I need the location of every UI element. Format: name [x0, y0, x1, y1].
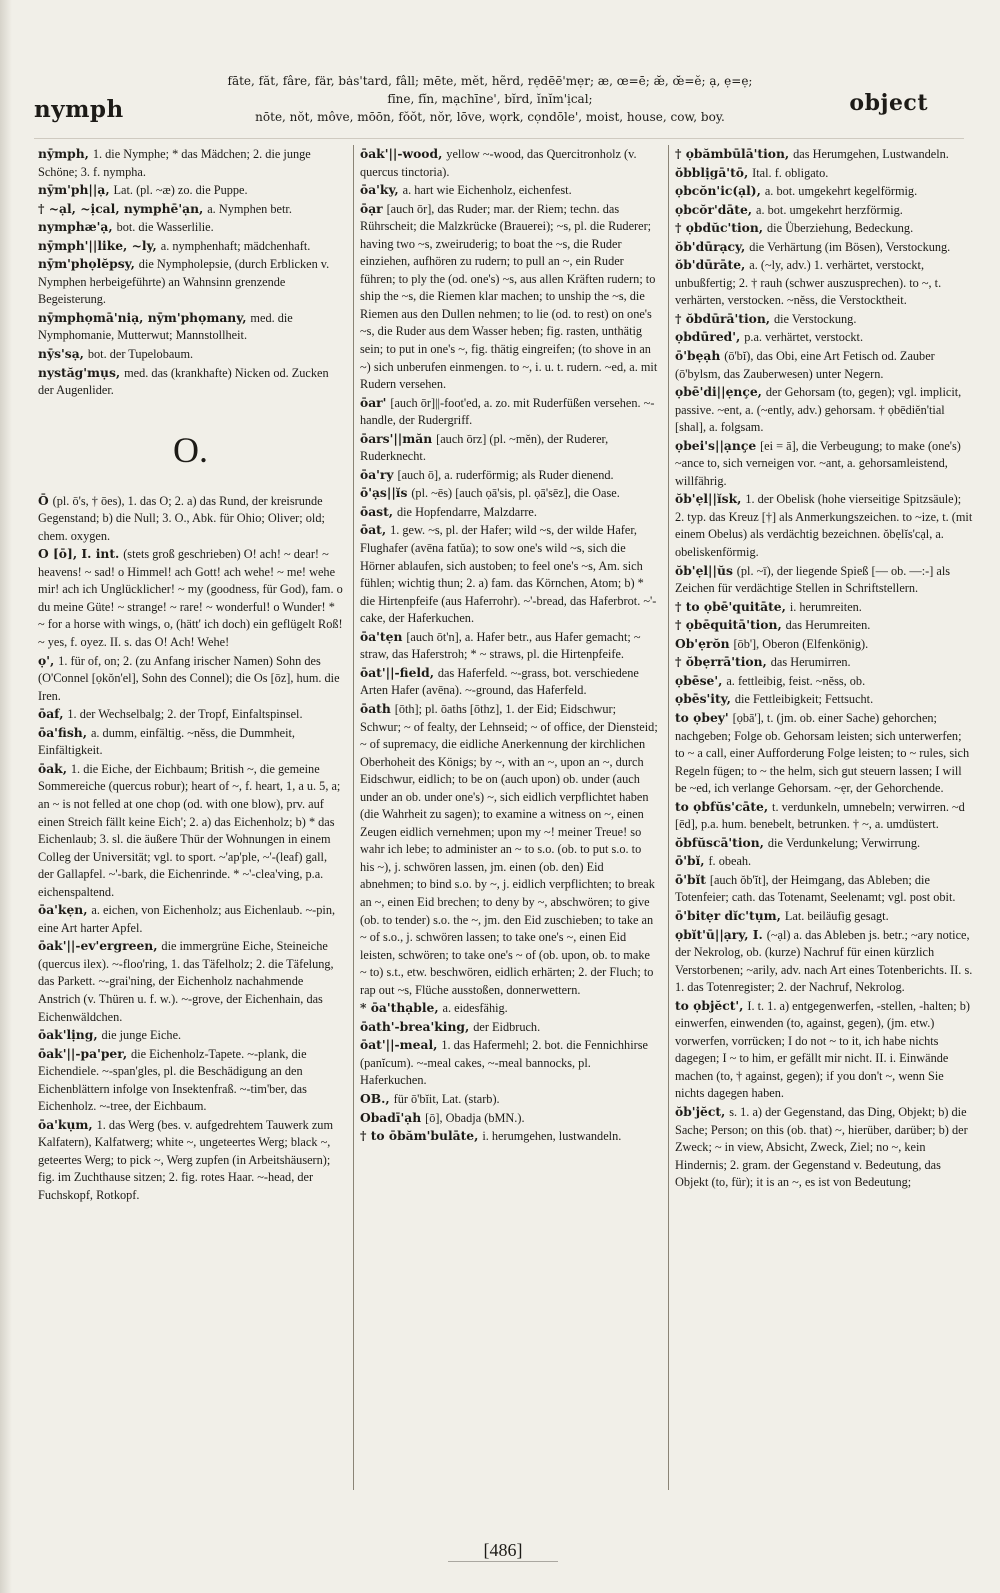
dictionary-entry	[360, 1018, 658, 1037]
entry-definition: die Eichenholz-Tapete. ~-plank, die Eichendiele. ~-span'gles, pl. die Beschädigung an den Eichenblättern infolge von Insektenfraß. ~-tim'ber, das Eichenholz. ~-tree, der Eichbaum.	[38, 1046, 307, 1114]
dictionary-entry	[38, 200, 343, 219]
dictionary-entry	[675, 201, 973, 220]
entry-definition: (pl. ~ēs) [auch ọā'sis, pl. ọā'sēz], die Oase.	[411, 486, 620, 501]
entry-definition: die Nympholepsie, (durch Erblicken v. Nymphen herbeigeführte) an Wahnsinn grenzende Begeisterung.	[38, 257, 330, 307]
dictionary-entry	[360, 628, 658, 664]
entry-headword: ōa'fish,	[38, 724, 88, 740]
dictionary-entry	[38, 364, 343, 400]
dictionary-entry	[38, 724, 343, 760]
entry-definition: [auch ōr]||-foot'ed, a. zo. mit Ruderfüßen versehen. ~-handle, der Rudergriff.	[360, 395, 655, 428]
dictionary-entry	[675, 383, 973, 437]
entry-definition: a. Nymphen betr.	[207, 201, 292, 216]
entry-headword: * ōa'thạble,	[360, 1000, 439, 1016]
dictionary-entry	[675, 616, 973, 635]
entry-definition: [auch ŏb'ĭt], der Heimgang, das Ableben; die Totenfeier; cath. das Totenamt, Seelenamt; vgl. post obit.	[675, 872, 956, 905]
dictionary-entry	[38, 1116, 343, 1205]
entry-definition: die Verdunkelung; Verwirrung.	[767, 835, 921, 850]
entry-definition: yellow ~-wood, das Quercitronholz (v. quercus tinctoria).	[360, 147, 637, 179]
entry-definition: t. verdunkeln, umnebeln; verwirren. ~d [ēd], p.a. hum. benebelt, betrunken. † ~, a. umdüstert.	[675, 799, 965, 832]
entry-headword: † to ọbē'quitāte,	[675, 598, 786, 614]
entry-definition: i. herumgehen, lustwandeln.	[482, 1129, 622, 1144]
dictionary-entry	[675, 871, 973, 907]
entry-headword: † ọbēquitā'tion,	[675, 617, 782, 633]
entry-headword: ọbcŏn'ic(ạl),	[675, 183, 761, 199]
dictionary-entry	[675, 690, 973, 709]
column-3	[668, 145, 973, 1490]
dictionary-entry	[675, 219, 973, 238]
entry-definition: i. herumreiten.	[789, 599, 862, 614]
entry-headword: ŏb'ẹl||ĭsk,	[675, 491, 742, 507]
entry-headword: † ŏbdūrā'tion,	[675, 310, 771, 326]
entry-definition: Lat. beiläufig gesagt.	[784, 908, 889, 923]
entry-headword: ọbei's||ạnçe	[675, 437, 757, 453]
entry-headword: to ọbjĕct',	[675, 997, 744, 1013]
dictionary-entry	[38, 545, 343, 651]
dictionary-entry	[38, 760, 343, 901]
entry-definition: die junge Eiche.	[101, 1028, 182, 1043]
dictionary-entry	[38, 652, 343, 706]
entry-headword: ō'bĭ,	[675, 853, 705, 869]
entry-headword: ōạr	[360, 200, 383, 216]
entry-headword: ōast,	[360, 503, 394, 519]
entry-definition: für ō'bĭit, Lat. (starb).	[393, 1091, 500, 1106]
entry-definition: s. 1. a) der Gegenstand, das Ding, Objekt; b) die Sache; Person; on this (ob. that) ~, hierüber, darüber; b) der Zweck; ~ in view, Absicht, Zweck, Ziel; no ~, kein Hindernis; 2. gram. der Gegenstand v. Bedeutung, das Objekt (to, für); it is an ~, es ist von Bedeutung;	[675, 1104, 968, 1190]
pronunciation-key-line-2: fīne, fĭn, mạchīne', bĭrd, ĭnĭm'ịcal;	[387, 92, 593, 106]
dictionary-entry	[38, 1026, 343, 1045]
column-1	[38, 145, 343, 1490]
dictionary-entry	[675, 834, 973, 853]
entry-headword: ọbdūred',	[675, 329, 741, 345]
entry-definition: die Überziehung, Bedeckung.	[767, 221, 914, 236]
entry-headword: nymphæ'ạ,	[38, 219, 113, 235]
entry-definition: [ọbā'], t. (jm. ob. einer Sache) gehorchen; nachgeben; Folge ob. Gehorsam leisten; sich unterwerfen; to ~ a call, einer Aufforderung Folge leisten; to ~ rules, sich Regeln fügen; to ~ the helm, sich gut steuern lassen; I will be ~ed, ich verlange Gehorsam. ~ẹr, der Gehorchende.	[675, 710, 970, 796]
entry-headword: nȳm'ph||ạ,	[38, 182, 110, 198]
dictionary-entry	[675, 310, 973, 329]
entry-definition: die Fettleibigkeit; Fettsucht.	[734, 692, 874, 707]
entry-definition: a. eidesfähig.	[442, 1001, 508, 1016]
entry-headword: ŏbblịgā'tō,	[675, 164, 749, 180]
entry-definition: das Herumreiten.	[785, 618, 871, 633]
page-header	[0, 0, 1000, 150]
entry-definition: [auch ōt'n], a. Hafer betr., aus Hafer gemacht; ~ straw, das Haferstroh; * ~ straws, pl. die Hirtenpfeife.	[360, 629, 641, 662]
dictionary-entry	[38, 309, 343, 345]
entry-definition: Ital. f. obligato.	[752, 165, 829, 180]
entry-headword: ō'bẹạh	[675, 348, 721, 364]
entry-definition: 1. das Hafermehl; 2. bot. die Fennichhirse (panĭcum). ~-meal cakes, ~-meal bannocks, pl. Haferkuchen.	[360, 1038, 648, 1088]
entry-headword: Ō	[38, 492, 49, 508]
dictionary-entry	[675, 852, 973, 871]
entry-definition: die Verhärtung (im Bösen), Verstockung.	[749, 239, 951, 254]
entry-headword: ọbcŏr'dāte,	[675, 201, 753, 217]
entry-definition: 1. die Nymphe; * das Mädchen; 2. die junge Schöne; 3. f. nympha.	[38, 147, 311, 179]
dictionary-entry	[360, 484, 658, 503]
dictionary-entry	[38, 492, 343, 546]
dictionary-entry	[675, 997, 973, 1103]
dictionary-entry	[38, 705, 343, 724]
pronunciation-key-line-1: fāte, făt, fâre, fär, bȧs'tard, fâll; mēte, mĕt, hẽrd, rẹdēē'mẹr; æ, œ=ē; æ̆, œ̆=ĕ; ạ, ẹ=ẹ;	[227, 74, 753, 88]
entry-headword: ōa'tẹn	[360, 628, 403, 644]
entry-definition: med. das (krankhafte) Nicken od. Zucken der Augenlider.	[38, 365, 329, 398]
dictionary-entry	[360, 999, 658, 1018]
header-right-guide-word: object	[849, 90, 928, 116]
dictionary-entry	[360, 521, 658, 627]
dictionary-entry	[360, 1127, 658, 1146]
entry-headword: ōak'||-pa'per,	[38, 1045, 128, 1061]
entry-headword: Ob'ẹrŏn	[675, 635, 730, 651]
entry-headword: ōak,	[38, 760, 67, 776]
dictionary-entry	[360, 664, 658, 700]
entry-definition: 1. der Obelisk (hohe vierseitige Spitzsäule); 2. typ. das Kreuz [†] als Anmerkungszeichen. to ~ize, t. (mit einem Obelus) als verdächtig bezeichnen. ŏbẹlĭs'cạl, a. obeliskenförmig.	[675, 492, 973, 560]
entry-headword: nystăg'mụs,	[38, 364, 121, 380]
dictionary-entry	[360, 200, 658, 394]
entry-definition: a. dumm, einfältig. ~nĕss, die Dummheit, Einfältigkeit.	[38, 725, 296, 758]
dictionary-entry	[38, 901, 343, 937]
dictionary-entry	[38, 345, 343, 364]
entry-definition: [ei = ā], die Verbeugung; to make (one's) ~ance to, sich verneigen vor. ~ant, a. gehorsamleistend, willfährig.	[675, 438, 961, 488]
entry-definition: a. bot. umgekehrt kegelförmig.	[764, 184, 918, 199]
pronunciation-key-line-3: nōte, nŏt, môve, mōōn, fŏŏt, nŏr, lōve, wọrk, cọndōle', moist, house, cow, boy.	[255, 110, 725, 124]
dictionary-entry	[38, 937, 343, 1026]
entry-headword: nȳm'phọlĕpsy,	[38, 256, 135, 272]
entry-definition: 1. das Werg (bes. v. aufgedrehtem Tauwerk zum Kalfatern), Kalfatwerg; white ~, ungeteertes Werg; black ~, geteertes Werg; to pick ~, Werg zupfen (in Arbeitshäusern); fig. im Zuchthause sitzen; 2. fig. rotes Haar. ~-head, der Fuchskopf, Rotkopf.	[38, 1117, 334, 1202]
entry-headword: ŏbfŭscā'tion,	[675, 834, 764, 850]
entry-definition: die Verstockung.	[773, 311, 857, 326]
entry-definition: 1. gew. ~s, pl. der Hafer; wild ~s, der wilde Hafer, Flughafer (avēna fatŭa); to sow one's wild ~s, sich die Hörner ablaufen, sich austoben; to feel one's ~s, Am. sich fühlen; wichtig thun; 2. a) fam. das Körnchen, Atom; b) * die Hirtenpfeife (aus Haferrohr). ~'-bread, das Haferbrot. ~'-cake, der Haferkuchen.	[360, 523, 657, 626]
dictionary-columns	[38, 145, 973, 1490]
dictionary-entry	[38, 218, 343, 237]
entry-definition: (pl. ~ī), der liegende Spieß [— ob. —:-] als Zeichen für verdächtige Stellen in Schriftstellern.	[675, 563, 951, 596]
dictionary-entry	[675, 182, 973, 201]
entry-headword: † ọbdŭc'tion,	[675, 220, 764, 236]
entry-definition: der Eidbruch.	[473, 1019, 541, 1034]
entry-definition: [ōb'], Oberon (Elfenkönig).	[733, 636, 869, 651]
entry-headword: nȳs'sạ,	[38, 346, 84, 362]
entry-definition: 1. der Wechselbalg; 2. der Tropf, Einfaltspinsel.	[67, 707, 303, 722]
dictionary-entry	[675, 1103, 973, 1192]
entry-headword: ọ',	[38, 652, 55, 668]
entry-definition: das Herumgehen, Lustwandeln.	[793, 147, 949, 161]
entry-headword: ōars'||măn	[360, 430, 433, 446]
entry-headword: to ọbfŭs'cāte,	[675, 798, 769, 814]
page-number: [486]	[448, 1540, 558, 1562]
dictionary-entry	[360, 700, 658, 999]
dictionary-entry	[675, 798, 973, 834]
page-edge-shadow	[0, 0, 12, 1593]
entry-definition: 1. für of, on; 2. (zu Anfang irischer Namen) Sohn des (O'Connel [ọkŏn'el], Sohn des Connel); die Os [ōz], hum. die Iren.	[38, 653, 340, 703]
dictionary-entry	[675, 437, 973, 491]
dictionary-entry	[675, 926, 973, 997]
entry-definition: (stets groß geschrieben) O! ach! ~ dear! ~ heavens! ~ sad! o Himmel! ach Gott! ach wehe! ~ me! wehe mir! ach ich Unglücklicher! ~ my (goodness, für God), fam. o du meine Güte! ~ strange! ~ rare! ~ wonderful! o Wunder! * ~ for a horse with wings, o, (hätt' ich doch) ein geflügelt Roß! ~ yes, f. oyez. II. s. das O! Ach! Wehe!	[38, 547, 343, 650]
dictionary-entry	[360, 430, 658, 466]
entry-definition: a. fettleibig, feist. ~nĕss, ob.	[726, 673, 866, 688]
dictionary-entry	[675, 238, 973, 257]
dictionary-entry	[360, 1036, 658, 1090]
entry-headword: nȳmph'||like, ~ly,	[38, 237, 157, 253]
entry-definition: [auch ōrz] (pl. ~mĕn), der Ruderer, Ruderknecht.	[360, 431, 609, 464]
entry-headword: ōak'lịng,	[38, 1027, 98, 1043]
entry-headword: ōa'ry	[360, 466, 394, 482]
entry-headword: ŏb'dūrāte,	[675, 257, 746, 273]
entry-headword: ọbēse',	[675, 672, 723, 688]
entry-headword: ōa'kụm,	[38, 1116, 93, 1132]
dictionary-entry	[38, 1045, 343, 1116]
entry-definition: das Haferfeld. ~-grass, bot. verschiedene Arten Hafer (avēna). ~-ground, das Haferfeld.	[360, 665, 639, 698]
entry-headword: nȳmphọmā'niạ, nȳm'phọmany,	[38, 309, 247, 325]
entry-definition: [ōth]; pl. ōaths [ōthz], 1. der Eid; Eidschwur; Schwur; ~ of fealty, der Lehnseid; ~ of office, der Diensteid; ~ of supremacy, die eidliche Anerkennung der kirchlichen Oberhoheit des Königs; by ~, with an ~, upon an ~, durch Eidschwur, eidlich; to be on (auch upon) ob. under (auch under an ob. under one's) ~, sich eidlich verpflichtet haben (die Wahrheit zu sagen); to examine a witness on ~, einen Zeugen eidlich vernehmen; upon my ~! meiner Treue! so wahr ich lebe; to administer an ~ to s.o. (ob. to put s.o. to his ~), j. schwören lassen, jm. einen (ob. den) Eid abnehmen; to bind s.o. by ~, j. eidlich verpflichten; to break an ~, einen Eid brechen; to deny by ~, abschwören; to give (ob. to tender) s.o. the ~, jm. den Eid zuschieben; to take an ~ of s.o., j. schwören lassen; to take one's ~, einen Eid leisten, schwören; to take one's ~ of (ob. upon, ob. to make ~ to) s.t., etw. beschwören, eidlich erhärten; 2. der Fluch; to rap out ~s, Flüche ausstoßen, donnerwettern.	[360, 701, 658, 997]
entry-headword: to ọbey'	[675, 709, 729, 725]
entry-definition: die immergrüne Eiche, Steineiche (quercus ilex). ~-floo'ring, 1. das Täfelholz; 2. die Täfelung, das Parkett. ~-grai'ning, der Eichenholz nachahmende Anstrich (v. Thüren u. f. w.). ~-grove, der Eichenhain, das Eichenwäldchen.	[38, 939, 334, 1024]
entry-definition: 1. die Eiche, der Eichbaum; British ~, die gemeine Sommereiche (quercus robur); heart of ~, f. heart, 1, a u. 5, a; an ~ is not felled at one chop (od. with one blow), prv. auf einen Streich fällt keine Eich'; 2. a) das Eichenholz; b) * das Eichenlaub; 3. sl. die äußere Thür der Wohnungen in einem Colleg der Universität; vgl. to sport. ~'ap'ple, ~'-(leaf) gall, der Gallapfel. ~'-bark, die Eichenrinde. * ~'-clea'ving, p.a. eichenspaltend.	[38, 761, 341, 899]
entry-headword: nȳmph,	[38, 146, 89, 161]
entry-definition: Lat. (pl. ~æ) zo. die Puppe.	[113, 183, 248, 198]
entry-headword: ōar'	[360, 394, 387, 410]
entry-headword: O [ō], I. int.	[38, 546, 120, 562]
dictionary-entry	[675, 653, 973, 672]
entry-headword: ōat'||-field,	[360, 664, 434, 680]
dictionary-entry	[675, 490, 973, 561]
entry-definition: der Gehorsam (to, gegen); vgl. implicit, passive. ~ent, a. (~ently, adv.) gehorsam. † ọbēdiĕn'tial [shal], a. folgsam.	[675, 385, 962, 435]
header-rule	[34, 138, 964, 139]
dictionary-entry	[360, 145, 658, 181]
entry-headword: ōa'kẹn,	[38, 902, 88, 918]
dictionary-entry	[675, 907, 973, 926]
dictionary-entry	[360, 1090, 658, 1109]
entry-headword: ōak'||-wood,	[360, 146, 443, 161]
entry-headword: OB.,	[360, 1090, 390, 1106]
entry-definition: a. bot. umgekehrt herzförmig.	[756, 202, 903, 217]
entry-definition: a. nymphenhaft; mädchenhaft.	[160, 238, 311, 253]
entry-definition: das Herumirren.	[770, 655, 851, 670]
entry-definition: bot. die Wasserlilie.	[116, 220, 214, 235]
entry-headword: † ŏbẹrrā'tion,	[675, 654, 767, 670]
entry-definition: (ō'bĭ), das Obi, eine Art Fetisch od. Zauber (ō'bylsm, das Zauberwesen) unter Negern.	[675, 349, 935, 381]
entry-headword: ōa'ky,	[360, 182, 399, 198]
entry-headword: ọbēs'ity,	[675, 691, 731, 707]
entry-headword: ō'bitẹr dĭc'tụm,	[675, 907, 781, 923]
dictionary-entry	[360, 181, 658, 200]
entry-headword: Obadī'ạh	[360, 1109, 422, 1125]
entry-definition: [auch ō], a. ruderförmig; als Ruder dienend.	[397, 467, 614, 482]
dictionary-entry	[38, 181, 343, 200]
entry-headword: ŏb'dūrạcy,	[675, 238, 746, 254]
dictionary-entry	[675, 256, 973, 310]
entry-definition: [ō], Obadja (bMN.).	[425, 1110, 525, 1125]
entry-definition: f. obeah.	[708, 854, 752, 869]
entry-headword: ōat'||-meal,	[360, 1037, 438, 1053]
column-2	[353, 145, 658, 1490]
entry-headword: ōat,	[360, 522, 387, 538]
entry-definition: bot. der Tupelobaum.	[87, 347, 194, 362]
entry-definition: p.a. verhärtet, verstockt.	[744, 330, 864, 345]
entry-definition: [auch ōr], das Ruder; mar. der Riem; techn. das Rührscheit; die Malzkrücke (Brauerei); ~s, pl. die Ruderer; having two ~s, zweiruderig; to boat the ~s, die Ruder einziehen, aufhören zu rudern; to pull an ~, ein Ruder führen; to ply the (od. one's) ~s, aus allen Kräften rudern; to ship the ~s, die Riemen klar machen; to unship the ~s, die Riemen aus den Dullen nehmen; to lie (od. to rest) on one's ~s, die Ruder aus dem Wasser heben; fig. rasten, unthätig sein; to put in one's ~, fig. thätig eingreifen; (to shove in an ~) sich unberufen einmengen. to ~, i. u. t. rudern. ~ed, a. mit Rudern versehen.	[360, 201, 658, 392]
entry-definition: (~ạl) a. das Ableben js. betr.; ~ary notice, der Nekrolog, ob. (kurze) Nachruf für einen kürzlich Verstorbenen; ~arily, adv. nach Art eines Totenberichts. II. s. 1. das Totenregister; 2. der Nachruf, Nekrolog.	[675, 927, 973, 995]
dictionary-entry	[675, 164, 973, 183]
entry-definition: die Hopfendarre, Malzdarre.	[396, 504, 537, 519]
entry-headword: ọbĭt'ū||ạry, I.	[675, 926, 763, 942]
entry-headword: ŏb'jĕct,	[675, 1103, 726, 1119]
entry-definition: a. eichen, von Eichenholz; aus Eichenlaub. ~-pin, eine Art harter Apfel.	[38, 903, 336, 935]
entry-headword: ōath	[360, 700, 391, 716]
dictionary-entry	[360, 466, 658, 485]
entry-definition: I. t. 1. a) entgegenwerfen, -stellen, -halten; b) einwerfen, einwenden (to, against, gegen), (jm. etw.) vorwerfen, vorrücken; I do not ~ to it, ich habe nichts dagegen; I ~ to him, er gefällt mir nicht. II. i. Einwände machen (to, † against, gegen); if you don't ~, wenn Sie nichts dagegen haben.	[675, 998, 970, 1101]
dictionary-entry	[675, 145, 973, 164]
entry-definition: (pl. ō's, † ōes), 1. das O; 2. a) das Rund, der kreisrunde Gegenstand; b) die Null; 3. O., Abk. für Ohio; Oliver; old; chem. oxygen.	[38, 493, 325, 543]
dictionary-entry	[38, 237, 343, 256]
entry-headword: ō'ạs||ĭs	[360, 485, 408, 501]
dictionary-entry	[675, 709, 973, 798]
dictionary-entry	[38, 145, 343, 181]
dictionary-entry	[360, 1109, 658, 1128]
entry-headword: ōak'||-ev'ergreen,	[38, 938, 158, 954]
entry-headword: † ~ạl, ~ịcal, nymphē'ạn,	[38, 200, 204, 216]
entry-headword: ŏb'ẹl||ŭs	[675, 562, 733, 578]
entry-headword: † ọbămbūlā'tion,	[675, 146, 790, 161]
dictionary-entry	[38, 255, 343, 309]
dictionary-entry	[675, 672, 973, 691]
entry-headword: ōath'-brea'king,	[360, 1018, 470, 1034]
dictionary-entry	[360, 394, 658, 430]
dictionary-entry	[360, 503, 658, 522]
dictionary-entry	[675, 562, 973, 598]
dictionary-entry	[675, 635, 973, 654]
entry-headword: ō'bĭt	[675, 871, 706, 887]
header-left-guide-word: nymph	[34, 96, 124, 123]
section-letter: O.	[173, 429, 208, 470]
entry-headword: ōaf,	[38, 706, 64, 722]
entry-definition: med. die Nymphomanie, Mutterwut; Mannstollheit.	[38, 310, 293, 343]
dictionary-entry	[675, 328, 973, 347]
dictionary-entry	[675, 347, 973, 383]
entry-headword: ọbē'di||ẹnçe,	[675, 384, 762, 400]
entry-definition: a. hart wie Eichenholz, eichenfest.	[402, 183, 572, 198]
entry-headword: † to ōbăm'bulāte,	[360, 1128, 479, 1144]
dictionary-entry	[675, 598, 973, 617]
entry-definition: a. (~ly, adv.) 1. verhärtet, verstockt, unbußfertig; 2. † rauh (schwer auszusprechen). to ~, t. verhärten, verstocken. ~nĕss, die Verstocktheit.	[675, 258, 942, 308]
pronunciation-key	[190, 72, 790, 126]
